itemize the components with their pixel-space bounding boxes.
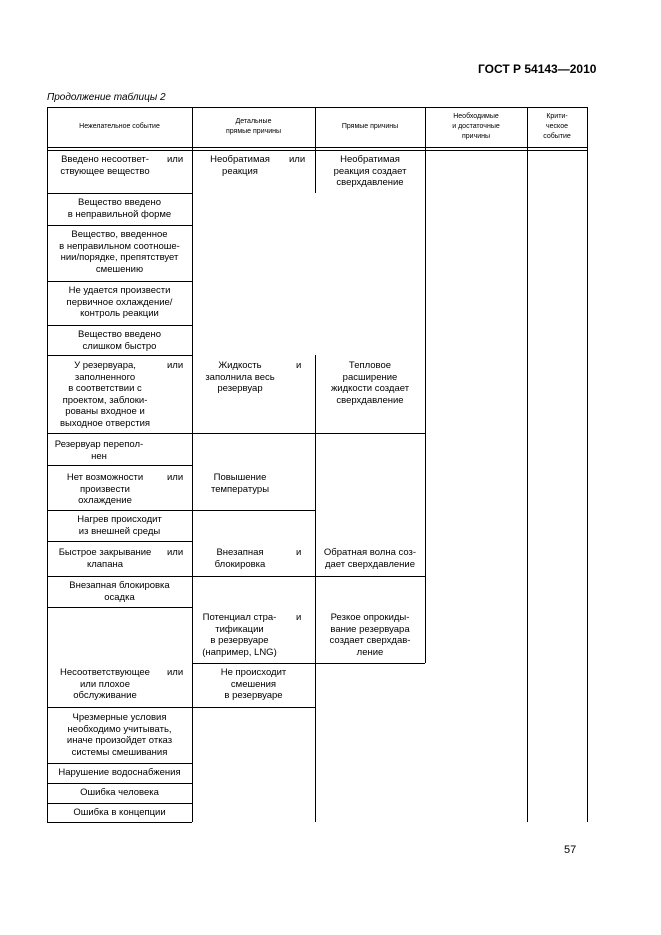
event-cell: Ошибка человека xyxy=(80,787,159,798)
header-undesired-event: Нежелательное событие xyxy=(79,123,160,130)
detailed-cause-cell: Не происходит смешения в резервуаре xyxy=(220,667,287,701)
event-cell: Нет возможности произвести охлаждение xyxy=(66,472,144,506)
detailed-cause-cell: Жидкость заполнила весь резервуар xyxy=(205,360,275,394)
header-necessary-sufficient-causes: Необходимые и достаточные причины xyxy=(452,113,500,140)
event-cell: Резервуар перепол- нен xyxy=(54,439,144,462)
connector-or: или xyxy=(167,667,184,678)
event-cell: Вещество введено в неправильной форме xyxy=(67,197,172,220)
header-direct-causes: Прямые причины xyxy=(341,123,399,130)
detailed-cause-cell: Внезапная блокировка xyxy=(214,547,266,570)
event-cell: Несоответствующее или плохое обслуживание xyxy=(60,667,150,701)
table-caption: Продолжение таблицы 2 xyxy=(47,92,166,103)
connector-and: и xyxy=(296,360,302,371)
connector-or: или xyxy=(167,547,184,558)
page-number: 57 xyxy=(564,844,577,856)
event-cell: Ошибка в концепции xyxy=(73,807,166,818)
direct-cause-cell: Обратная волна соз- дает сверхдавление xyxy=(323,547,417,570)
connector-or: или xyxy=(167,360,184,371)
standard-number: ГОСТ Р 54143—2010 xyxy=(478,62,597,76)
direct-cause-cell: Резкое опрокиды- вание резервуара создает сверхдав- ление xyxy=(329,612,411,658)
event-cell: Вещество, введенное в неправильном соотноше- нии/порядке, препятствует смешению xyxy=(59,229,180,275)
detailed-cause-cell: Потенциал стра- тификации в резервуаре (например, LNG) xyxy=(202,612,277,658)
detailed-cause-cell: Повышение температуры xyxy=(210,472,270,495)
event-cell: Чрезмерные условия необходимо учитывать, иначе произойдет отказ системы смешивания xyxy=(66,712,173,758)
direct-cause-cell: Тепловое расширение жидкости создает сверхдавление xyxy=(330,360,410,406)
event-cell: Нарушение водоснабжения xyxy=(58,767,181,778)
connector-and: и xyxy=(296,547,302,558)
connector-or: или xyxy=(289,154,306,165)
connector-or: или xyxy=(167,472,184,483)
header-critical-event: Крити- ческое событие xyxy=(543,113,571,140)
detailed-cause-cell: Необратимая реакция xyxy=(210,154,270,177)
event-cell: Введено несоответ- ствующее вещество xyxy=(60,154,150,177)
connector-or: или xyxy=(167,154,184,165)
event-cell: У резервуара, заполненного в соответствии с проектом, заблоки- рованы входное и выходное отверстия xyxy=(59,360,151,429)
connector-and: и xyxy=(296,612,302,623)
event-cell: Быстрое закрывание клапана xyxy=(58,547,152,570)
event-cell: Вещество введено слишком быстро xyxy=(78,329,161,352)
direct-cause-cell: Необратимая реакция создает сверхдавление xyxy=(333,154,407,188)
event-cell: Нагрев происходит из внешней среды xyxy=(77,514,162,537)
event-cell: Внезапная блокировка осадка xyxy=(69,580,170,603)
event-cell: Не удается произвести первичное охлаждение/ контроль реакции xyxy=(66,285,173,319)
header-detailed-direct-causes: Детальные прямые причины xyxy=(225,118,282,135)
